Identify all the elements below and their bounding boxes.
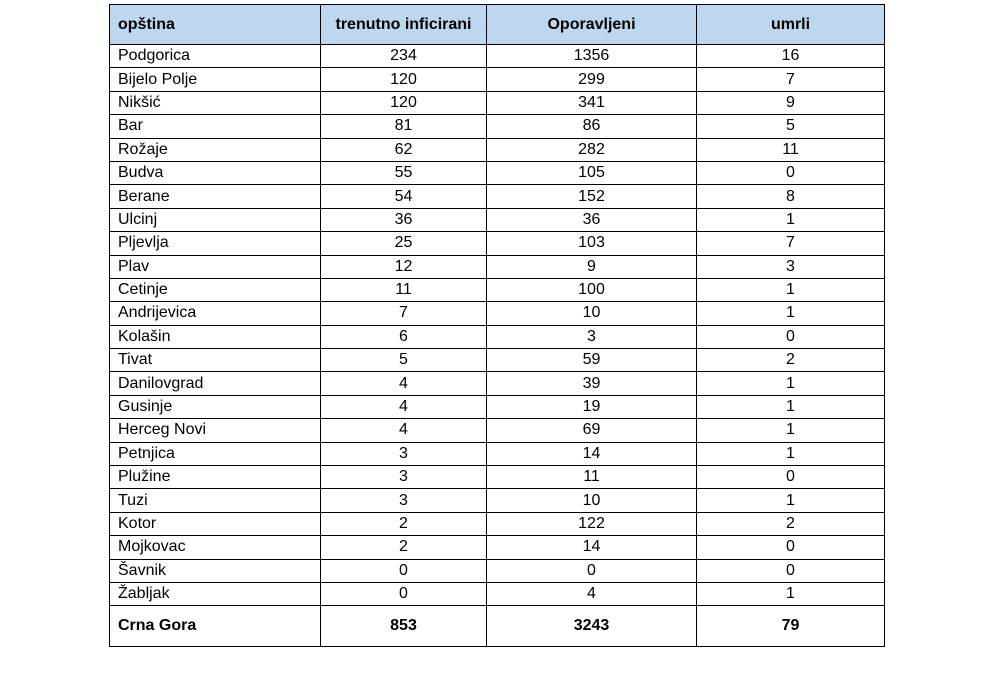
deceased-cell: 1 bbox=[697, 208, 885, 231]
infected-cell: 7 bbox=[321, 302, 487, 325]
table-row bbox=[110, 185, 885, 208]
recovered-cell: 39 bbox=[487, 372, 697, 395]
recovered-cell: 14 bbox=[487, 442, 697, 465]
table-row bbox=[110, 489, 885, 512]
table-row bbox=[110, 536, 885, 559]
table-row bbox=[110, 395, 885, 418]
deceased-cell: 0 bbox=[697, 466, 885, 489]
recovered-cell: 341 bbox=[487, 91, 697, 114]
municipality-cell: Plužine bbox=[110, 466, 321, 489]
deceased-cell: 9 bbox=[697, 91, 885, 114]
table-header bbox=[110, 5, 885, 45]
deceased-cell: 0 bbox=[697, 161, 885, 184]
municipality-cell: Kolašin bbox=[110, 325, 321, 348]
header-recovered: Oporavljeni bbox=[487, 5, 697, 45]
recovered-cell: 10 bbox=[487, 489, 697, 512]
municipality-cell: Podgorica bbox=[110, 45, 321, 68]
recovered-cell: 152 bbox=[487, 185, 697, 208]
infected-cell: 2 bbox=[321, 536, 487, 559]
recovered-cell: 4 bbox=[487, 582, 697, 605]
infected-cell: 54 bbox=[321, 185, 487, 208]
table-row bbox=[110, 115, 885, 138]
table-row bbox=[110, 45, 885, 68]
infected-cell: 4 bbox=[321, 395, 487, 418]
recovered-cell: 69 bbox=[487, 419, 697, 442]
header-row bbox=[110, 5, 885, 45]
table-row bbox=[110, 582, 885, 605]
municipality-cell: Rožaje bbox=[110, 138, 321, 161]
table-row bbox=[110, 442, 885, 465]
municipality-cell: Kotor bbox=[110, 512, 321, 535]
recovered-cell: 36 bbox=[487, 208, 697, 231]
municipality-cell: Andrijevica bbox=[110, 302, 321, 325]
infected-cell: 0 bbox=[321, 559, 487, 582]
header-deceased: umrli bbox=[697, 5, 885, 45]
total-recovered: 3243 bbox=[487, 606, 697, 647]
table-row bbox=[110, 372, 885, 395]
table-row bbox=[110, 232, 885, 255]
municipality-cell: Berane bbox=[110, 185, 321, 208]
infected-cell: 36 bbox=[321, 208, 487, 231]
table-row bbox=[110, 91, 885, 114]
header-municipality: opština bbox=[110, 5, 321, 45]
infected-cell: 0 bbox=[321, 582, 487, 605]
recovered-cell: 105 bbox=[487, 161, 697, 184]
table-row bbox=[110, 325, 885, 348]
municipality-cell: Budva bbox=[110, 161, 321, 184]
municipality-cell: Bijelo Polje bbox=[110, 68, 321, 91]
recovered-cell: 1356 bbox=[487, 45, 697, 68]
municipality-cell: Žabljak bbox=[110, 582, 321, 605]
infected-cell: 62 bbox=[321, 138, 487, 161]
recovered-cell: 299 bbox=[487, 68, 697, 91]
table-row bbox=[110, 466, 885, 489]
deceased-cell: 1 bbox=[697, 489, 885, 512]
recovered-cell: 0 bbox=[487, 559, 697, 582]
table-row bbox=[110, 255, 885, 278]
deceased-cell: 0 bbox=[697, 536, 885, 559]
infected-cell: 234 bbox=[321, 45, 487, 68]
municipality-cell: Nikšić bbox=[110, 91, 321, 114]
deceased-cell: 1 bbox=[697, 372, 885, 395]
municipality-cell: Herceg Novi bbox=[110, 419, 321, 442]
deceased-cell: 1 bbox=[697, 278, 885, 301]
infected-cell: 2 bbox=[321, 512, 487, 535]
municipality-cell: Plav bbox=[110, 255, 321, 278]
infected-cell: 3 bbox=[321, 466, 487, 489]
municipality-cell: Danilovgrad bbox=[110, 372, 321, 395]
recovered-cell: 11 bbox=[487, 466, 697, 489]
deceased-cell: 1 bbox=[697, 419, 885, 442]
infected-cell: 25 bbox=[321, 232, 487, 255]
recovered-cell: 19 bbox=[487, 395, 697, 418]
recovered-cell: 122 bbox=[487, 512, 697, 535]
municipality-cell: Bar bbox=[110, 115, 321, 138]
recovered-cell: 100 bbox=[487, 278, 697, 301]
deceased-cell: 1 bbox=[697, 395, 885, 418]
infected-cell: 12 bbox=[321, 255, 487, 278]
recovered-cell: 59 bbox=[487, 349, 697, 372]
table-footer bbox=[110, 606, 885, 647]
deceased-cell: 7 bbox=[697, 232, 885, 255]
deceased-cell: 8 bbox=[697, 185, 885, 208]
infected-cell: 4 bbox=[321, 419, 487, 442]
deceased-cell: 5 bbox=[697, 115, 885, 138]
municipality-cell: Tivat bbox=[110, 349, 321, 372]
table-row bbox=[110, 559, 885, 582]
deceased-cell: 7 bbox=[697, 68, 885, 91]
municipality-cell: Ulcinj bbox=[110, 208, 321, 231]
municipality-stats-table bbox=[109, 4, 885, 647]
table-row bbox=[110, 278, 885, 301]
municipality-cell: Tuzi bbox=[110, 489, 321, 512]
total-label: Crna Gora bbox=[110, 606, 321, 647]
deceased-cell: 1 bbox=[697, 302, 885, 325]
total-infected: 853 bbox=[321, 606, 487, 647]
municipality-cell: Šavnik bbox=[110, 559, 321, 582]
table-row bbox=[110, 419, 885, 442]
deceased-cell: 0 bbox=[697, 325, 885, 348]
infected-cell: 4 bbox=[321, 372, 487, 395]
infected-cell: 5 bbox=[321, 349, 487, 372]
total-row bbox=[110, 606, 885, 647]
deceased-cell: 2 bbox=[697, 512, 885, 535]
total-deceased: 79 bbox=[697, 606, 885, 647]
table-row bbox=[110, 512, 885, 535]
table-row bbox=[110, 302, 885, 325]
infected-cell: 3 bbox=[321, 442, 487, 465]
recovered-cell: 3 bbox=[487, 325, 697, 348]
header-currently-infected: trenutno inficirani bbox=[321, 5, 487, 45]
municipality-cell: Pljevlja bbox=[110, 232, 321, 255]
table-body bbox=[110, 45, 885, 606]
recovered-cell: 86 bbox=[487, 115, 697, 138]
infected-cell: 120 bbox=[321, 68, 487, 91]
recovered-cell: 103 bbox=[487, 232, 697, 255]
deceased-cell: 16 bbox=[697, 45, 885, 68]
table-row bbox=[110, 138, 885, 161]
municipality-cell: Cetinje bbox=[110, 278, 321, 301]
infected-cell: 55 bbox=[321, 161, 487, 184]
recovered-cell: 10 bbox=[487, 302, 697, 325]
municipality-cell: Petnjica bbox=[110, 442, 321, 465]
infected-cell: 81 bbox=[321, 115, 487, 138]
table-row bbox=[110, 68, 885, 91]
infected-cell: 6 bbox=[321, 325, 487, 348]
deceased-cell: 3 bbox=[697, 255, 885, 278]
infected-cell: 11 bbox=[321, 278, 487, 301]
deceased-cell: 2 bbox=[697, 349, 885, 372]
municipality-cell: Mojkovac bbox=[110, 536, 321, 559]
deceased-cell: 11 bbox=[697, 138, 885, 161]
table-row bbox=[110, 349, 885, 372]
deceased-cell: 1 bbox=[697, 442, 885, 465]
deceased-cell: 1 bbox=[697, 582, 885, 605]
recovered-cell: 282 bbox=[487, 138, 697, 161]
infected-cell: 120 bbox=[321, 91, 487, 114]
table-row bbox=[110, 161, 885, 184]
infected-cell: 3 bbox=[321, 489, 487, 512]
recovered-cell: 14 bbox=[487, 536, 697, 559]
table-row bbox=[110, 208, 885, 231]
recovered-cell: 9 bbox=[487, 255, 697, 278]
municipality-cell: Gusinje bbox=[110, 395, 321, 418]
deceased-cell: 0 bbox=[697, 559, 885, 582]
